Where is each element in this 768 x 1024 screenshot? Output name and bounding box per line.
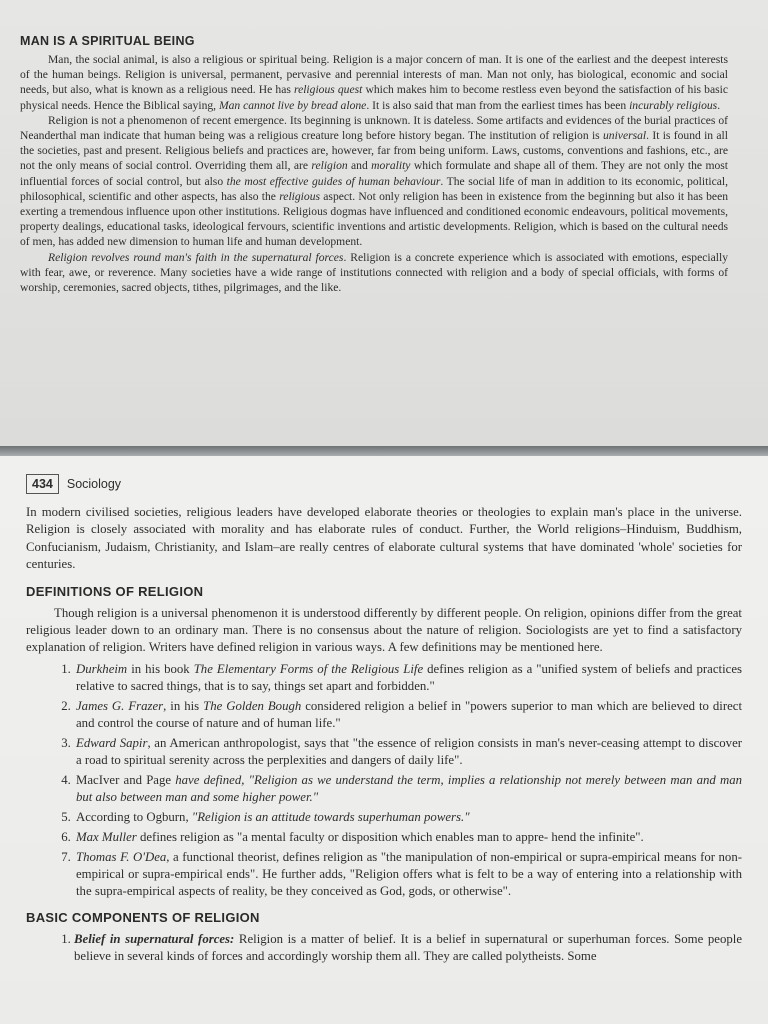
paragraph-1: Man, the social animal, is also a religious or spiritual being. Religion is a major concern of man. It is one of the earliest and the deepest interests of the human beings. Religion is universal, permanent, pervasive and perennial interests of man. Man not only, has biological, economic and social needs, but also, what is known as a religious need. He has religious quest which makes him to become restless even beyond the satisfaction of his basic physical needs. Hence the Biblical saying, Man cannot live by bread alone. It is also said that man from the earliest times has been incurably religious. — [20, 53, 728, 112]
running-header — [26, 474, 742, 494]
definition-item: 2. James G. Frazer, in his The Golden Bough considered religion a belief in "powers superior to man which are believed to direct and control the course of nature and of human life." — [74, 698, 742, 732]
definition-item: 1. Durkheim in his book The Elementary Forms of the Religious Life defines religion as a "unified system of beliefs and practices relative to sacred things, that is to say, things set apart and forbidden." — [74, 661, 742, 695]
definitions-intro: Though religion is a universal phenomenon it is understood differently by different people. On religion, opinions differ from the great religious leader down to an ordinary man. There is no consensus about the nature of religion. Sociologists are yet to find a satisfactory explanation of religion. Writers have defined religion in various ways. A few definitions may be mentioned here. — [26, 605, 742, 655]
definition-item: 5. According to Ogburn, "Religion is an attitude towards superhuman powers." — [74, 809, 742, 826]
paragraph-2: Religion is not a phenomenon of recent emergence. Its beginning is unknown. It is dateless. Some artifacts and evidences of the burial practices of Neanderthal man indicate that human being was a religious creature long before history began. The institution of religion is universal. It is found in all the societies, past and present. Religious beliefs and practices are, however, far from being uniform. Laws, customs, conventions and fashions, etc., are not the only means of social control. Overriding them all, are religion and morality which formulate and shape all of them. They are not only the most influential forces of social control, but also the most effective guides of human behaviour. The social life of man in addition to its economic, political, philosophical, scientific and other aspects, has also the religious aspect. Not only religion has been in existence from the beginning but also it has been exerting a tremendous influence upon other institutions. Religious dogmas have influenced and conditioned economic endeavours, political movements, property dealings, educational tasks, ideological fervours, scientific inventions and artistic developments. Religion, which is based on the cultural needs of men, has added new dimension to human life and human development. — [20, 113, 729, 249]
definition-item: 3. Edward Sapir, an American anthropologist, says that "the essence of religion consists in man's never-ceasing attempt to discover a road to spiritual serenity across the perplexities and dangers of daily life". — [74, 735, 742, 769]
components-list — [26, 931, 742, 965]
paragraph-3: Religion revolves round man's faith in the supernatural forces. Religion is a concrete experience which is associated with emotions, especially with fear, awe, or reverence. Many societies have a wide range of institutions connected with religion and a body of special officials, with forms of worship, ceremonies, sacred objects, tithes, pilgrimages, and the like. — [20, 250, 729, 295]
definition-item: 7. Thomas F. O'Dea, a functional theorist, defines religion as "the manipulation of non-empirical or supra-empirical means for non-empirical or supra-empirical ends". He further adds, "Religion offers what is felt to be a way of entering into a relationship with the supra-empirical aspects of reality, be they conceived as God, gods, or otherwise". — [74, 849, 742, 900]
bottom-page — [0, 456, 768, 1024]
components-heading: BASIC COMPONENTS OF RELIGION — [26, 909, 260, 925]
page-gap — [0, 446, 768, 456]
running-head-title: Sociology — [66, 477, 122, 491]
definition-item: 6. Max Muller defines religion as "a mental faculty or disposition which enables man to appre- hend the infinite". — [74, 829, 742, 846]
top-page — [0, 0, 768, 446]
page-number: 434 — [26, 474, 59, 494]
definitions-list — [26, 661, 742, 900]
definition-item: 4. MacIver and Page have defined, "Religion as we understand the term, implies a relationship not merely between man and man but also between man and some higher power." — [74, 772, 742, 806]
definitions-heading: DEFINITIONS OF RELIGION — [26, 583, 204, 599]
section-heading: MAN IS A SPIRITUAL BEING — [20, 34, 195, 48]
intro-paragraph: In modern civilised societies, religious leaders have developed elaborate theories or theologies to explain man's place in the universe. Religion is closely associated with morality and has elaborate rules of conduct. Further, the World religions–Hinduism, Buddhism, Confucianism, Judaism, Christianity, and Islam–are really centres of elaborate cultural systems that have dominated 'whole' societies for centuries. — [26, 505, 742, 572]
component-item: 1. Belief in supernatural forces: Religion is a matter of belief. It is a belief in supernatural or superhuman forces. Some people believe in several kinds of forces and accordingly worship them all. They are called polytheists. Some — [74, 931, 742, 965]
